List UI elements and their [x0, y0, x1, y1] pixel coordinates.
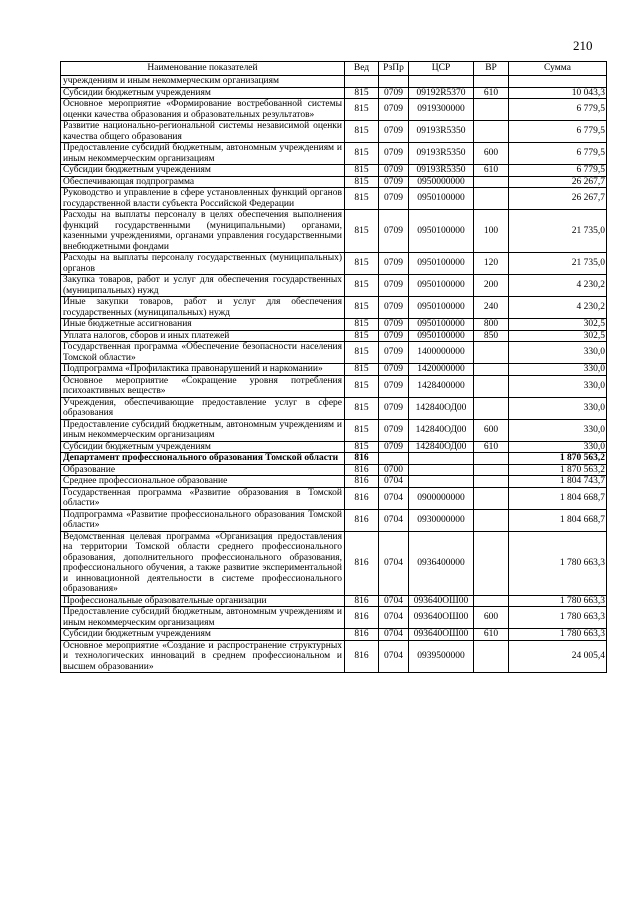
- cell-vr: 610: [474, 87, 509, 99]
- table-row: [61, 275, 607, 297]
- budget-table: [60, 61, 607, 673]
- header-vr: ВР: [474, 62, 509, 76]
- cell-ved: 815: [345, 364, 379, 376]
- cell-rzpr: 0709: [379, 253, 409, 275]
- cell-sum: 302,5: [509, 319, 607, 331]
- cell-sum: 1 780 663,3: [509, 531, 607, 595]
- cell-ved: 815: [345, 441, 379, 453]
- cell-rzpr: 0704: [379, 509, 409, 531]
- cell-vr: 600: [474, 419, 509, 441]
- cell-sum: 6 779,5: [509, 121, 607, 143]
- cell-csr: 093640ОШ00: [409, 629, 474, 641]
- table-body: [61, 76, 607, 673]
- cell-name: Среднее профессиональное образование: [61, 476, 345, 488]
- cell-csr: [409, 453, 474, 465]
- cell-name: Подпрограмма «Развитие профессионального образования Томской области»: [61, 509, 345, 531]
- cell-rzpr: [379, 453, 409, 465]
- cell-sum: 330,0: [509, 364, 607, 376]
- cell-csr: 09193R5350: [409, 121, 474, 143]
- table-row: [61, 476, 607, 488]
- table-row: [61, 441, 607, 453]
- cell-csr: 0950100000: [409, 210, 474, 253]
- cell-rzpr: 0709: [379, 176, 409, 188]
- table-row: [61, 595, 607, 607]
- table-row: [61, 640, 607, 673]
- table-row: [61, 297, 607, 319]
- cell-sum: 1 804 743,7: [509, 476, 607, 488]
- cell-rzpr: 0700: [379, 464, 409, 476]
- cell-rzpr: 0704: [379, 595, 409, 607]
- cell-csr: 09193R5350: [409, 143, 474, 165]
- cell-csr: 0950100000: [409, 275, 474, 297]
- cell-csr: 0930000000: [409, 509, 474, 531]
- cell-csr: 142840ОД00: [409, 441, 474, 453]
- cell-rzpr: 0704: [379, 531, 409, 595]
- cell-ved: 816: [345, 607, 379, 629]
- table-row: [61, 87, 607, 99]
- table-row: [61, 330, 607, 342]
- cell-name: Предоставление субсидий бюджетным, автономным учреждениям и иным некоммерческим организациям: [61, 607, 345, 629]
- cell-ved: 815: [345, 275, 379, 297]
- cell-vr: [474, 99, 509, 121]
- cell-ved: 815: [345, 210, 379, 253]
- table-header: [61, 62, 607, 76]
- cell-vr: 600: [474, 607, 509, 629]
- cell-name: Подпрограмма «Профилактика правонарушений и наркомании»: [61, 364, 345, 376]
- cell-rzpr: 0709: [379, 397, 409, 419]
- cell-vr: 240: [474, 297, 509, 319]
- cell-vr: [474, 188, 509, 210]
- cell-csr: 0919300000: [409, 99, 474, 121]
- header-sum: Сумма: [509, 62, 607, 76]
- cell-sum: 10 043,3: [509, 87, 607, 99]
- cell-vr: [474, 364, 509, 376]
- cell-sum: 6 779,5: [509, 143, 607, 165]
- cell-ved: 815: [345, 342, 379, 364]
- cell-sum: 330,0: [509, 397, 607, 419]
- table-row: [61, 453, 607, 465]
- cell-vr: [474, 121, 509, 143]
- cell-vr: [474, 397, 509, 419]
- cell-name: Основное мероприятие «Сокращение уровня потребления психоактивных веществ»: [61, 375, 345, 397]
- cell-sum: 1 804 668,7: [509, 509, 607, 531]
- cell-sum: 1 870 563,2: [509, 453, 607, 465]
- cell-name: Субсидии бюджетным учреждениям: [61, 441, 345, 453]
- cell-sum: 1 870 563,2: [509, 464, 607, 476]
- cell-rzpr: 0709: [379, 165, 409, 177]
- cell-name: Уплата налогов, сборов и иных платежей: [61, 330, 345, 342]
- cell-rzpr: 0704: [379, 640, 409, 673]
- cell-csr: 0950100000: [409, 297, 474, 319]
- cell-name: учреждениям и иным некоммерческим организациям: [61, 76, 345, 88]
- cell-name: Профессиональные образовательные организации: [61, 595, 345, 607]
- cell-name: Расходы на выплаты персоналу в целях обеспечения выполнения функций государственными (муниципальными) органами, казенными учреждениями, органами управления государственными внебюджетными фондами: [61, 210, 345, 253]
- cell-csr: 09193R5350: [409, 165, 474, 177]
- cell-ved: 815: [345, 397, 379, 419]
- cell-name: Ведомственная целевая программа «Организация предоставления на территории Томской области среднего профессионального образования, дополнительного профессионального образования, профессионального обучения, а также развитие экспериментальной и инновационной деятельности в системе профессионального образования»: [61, 531, 345, 595]
- cell-ved: 815: [345, 99, 379, 121]
- cell-ved: 815: [345, 87, 379, 99]
- cell-vr: [474, 640, 509, 673]
- cell-ved: 815: [345, 188, 379, 210]
- cell-vr: 600: [474, 143, 509, 165]
- cell-vr: [474, 342, 509, 364]
- cell-rzpr: 0709: [379, 330, 409, 342]
- table-row: [61, 253, 607, 275]
- cell-name: Государственная программа «Развитие образования в Томской области»: [61, 487, 345, 509]
- table-row: [61, 419, 607, 441]
- cell-ved: 816: [345, 509, 379, 531]
- header-name: Наименование показателей: [61, 62, 345, 76]
- cell-rzpr: 0709: [379, 210, 409, 253]
- cell-ved: 815: [345, 330, 379, 342]
- cell-ved: 816: [345, 531, 379, 595]
- cell-sum: 330,0: [509, 375, 607, 397]
- cell-ved: 815: [345, 319, 379, 331]
- table-row: [61, 99, 607, 121]
- cell-rzpr: 0704: [379, 487, 409, 509]
- cell-ved: 816: [345, 453, 379, 465]
- cell-name: Предоставление субсидий бюджетным, автономным учреждениям и иным некоммерческим организациям: [61, 419, 345, 441]
- cell-rzpr: 0709: [379, 441, 409, 453]
- cell-csr: 0950100000: [409, 188, 474, 210]
- table-row: [61, 143, 607, 165]
- cell-rzpr: 0709: [379, 188, 409, 210]
- cell-vr: [474, 487, 509, 509]
- cell-csr: [409, 464, 474, 476]
- cell-ved: 815: [345, 121, 379, 143]
- cell-name: Развитие национально-региональной системы независимой оценки качества общего образования: [61, 121, 345, 143]
- cell-ved: 816: [345, 595, 379, 607]
- cell-rzpr: 0709: [379, 99, 409, 121]
- table-row: [61, 188, 607, 210]
- cell-ved: 815: [345, 165, 379, 177]
- cell-rzpr: 0704: [379, 629, 409, 641]
- table-row: [61, 487, 607, 509]
- cell-csr: 09192R5370: [409, 87, 474, 99]
- cell-csr: 0950100000: [409, 319, 474, 331]
- cell-sum: 6 779,5: [509, 165, 607, 177]
- cell-name: Департамент профессионального образования Томской области: [61, 453, 345, 465]
- cell-rzpr: 0704: [379, 476, 409, 488]
- cell-name: Основное мероприятие «Формирование востребованной системы оценки качества образования и образовательных результатов»: [61, 99, 345, 121]
- cell-sum: 24 005,4: [509, 640, 607, 673]
- cell-name: Иные закупки товаров, работ и услуг для обеспечения государственных (муниципальных) нужд: [61, 297, 345, 319]
- cell-sum: 1 804 668,7: [509, 487, 607, 509]
- cell-ved: 816: [345, 476, 379, 488]
- cell-name: Обеспечивающая подпрограмма: [61, 176, 345, 188]
- cell-csr: 0950100000: [409, 253, 474, 275]
- cell-sum: 26 267,7: [509, 176, 607, 188]
- cell-vr: 120: [474, 253, 509, 275]
- cell-vr: 610: [474, 165, 509, 177]
- header-ved: Вед: [345, 62, 379, 76]
- cell-csr: 1400000000: [409, 342, 474, 364]
- table-row: [61, 607, 607, 629]
- table-row: [61, 176, 607, 188]
- cell-ved: 815: [345, 176, 379, 188]
- cell-name: Субсидии бюджетным учреждениям: [61, 87, 345, 99]
- cell-ved: 815: [345, 375, 379, 397]
- table-row: [61, 319, 607, 331]
- table-row: [61, 165, 607, 177]
- table-row: [61, 342, 607, 364]
- cell-rzpr: 0709: [379, 319, 409, 331]
- cell-vr: [474, 509, 509, 531]
- cell-sum: 6 779,5: [509, 99, 607, 121]
- cell-vr: [474, 595, 509, 607]
- cell-vr: [474, 464, 509, 476]
- cell-sum: 21 735,0: [509, 253, 607, 275]
- cell-rzpr: 0709: [379, 297, 409, 319]
- cell-rzpr: 0709: [379, 87, 409, 99]
- cell-vr: [474, 76, 509, 88]
- cell-rzpr: 0709: [379, 275, 409, 297]
- cell-rzpr: 0704: [379, 607, 409, 629]
- table-row: [61, 509, 607, 531]
- cell-vr: 610: [474, 629, 509, 641]
- cell-sum: 1 780 663,3: [509, 629, 607, 641]
- header-csr: ЦСР: [409, 62, 474, 76]
- cell-csr: 093640ОШ00: [409, 607, 474, 629]
- cell-name: Образование: [61, 464, 345, 476]
- table-row: [61, 464, 607, 476]
- cell-csr: 1420000000: [409, 364, 474, 376]
- cell-csr: 1428400000: [409, 375, 474, 397]
- cell-ved: 816: [345, 487, 379, 509]
- cell-sum: 4 230,2: [509, 275, 607, 297]
- cell-sum: 1 780 663,3: [509, 595, 607, 607]
- cell-ved: 815: [345, 419, 379, 441]
- cell-name: Закупка товаров, работ и услуг для обеспечения государственных (муниципальных) нужд: [61, 275, 345, 297]
- cell-csr: [409, 76, 474, 88]
- cell-sum: 4 230,2: [509, 297, 607, 319]
- cell-ved: 815: [345, 253, 379, 275]
- cell-vr: [474, 476, 509, 488]
- cell-rzpr: 0709: [379, 375, 409, 397]
- cell-sum: 330,0: [509, 342, 607, 364]
- table-row: [61, 121, 607, 143]
- cell-sum: 21 735,0: [509, 210, 607, 253]
- cell-ved: [345, 76, 379, 88]
- cell-sum: 26 267,7: [509, 188, 607, 210]
- cell-csr: 0950000000: [409, 176, 474, 188]
- table-row: [61, 531, 607, 595]
- cell-name: Расходы на выплаты персоналу государственных (муниципальных) органов: [61, 253, 345, 275]
- cell-csr: [409, 476, 474, 488]
- cell-ved: 816: [345, 464, 379, 476]
- header-rzpr: РзПр: [379, 62, 409, 76]
- cell-name: Учреждения, обеспечивающие предоставление услуг в сфере образования: [61, 397, 345, 419]
- table-row: [61, 397, 607, 419]
- table-row: [61, 364, 607, 376]
- cell-csr: 0939500000: [409, 640, 474, 673]
- cell-csr: 0936400000: [409, 531, 474, 595]
- cell-rzpr: 0709: [379, 342, 409, 364]
- table-row: [61, 210, 607, 253]
- table-row: [61, 375, 607, 397]
- cell-csr: 142840ОД00: [409, 397, 474, 419]
- cell-vr: 850: [474, 330, 509, 342]
- cell-rzpr: [379, 76, 409, 88]
- cell-name: Субсидии бюджетным учреждениям: [61, 165, 345, 177]
- cell-name: Государственная программа «Обеспечение безопасности населения Томской области»: [61, 342, 345, 364]
- cell-name: Предоставление субсидий бюджетным, автономным учреждениям и иным некоммерческим организациям: [61, 143, 345, 165]
- cell-name: Субсидии бюджетным учреждениям: [61, 629, 345, 641]
- cell-vr: 610: [474, 441, 509, 453]
- cell-ved: 816: [345, 640, 379, 673]
- cell-name: Основное мероприятие «Создание и распространение структурных и технологических инноваций в среднем профессиональном и высшем образовании»: [61, 640, 345, 673]
- cell-ved: 816: [345, 629, 379, 641]
- cell-csr: 0950100000: [409, 330, 474, 342]
- cell-vr: 800: [474, 319, 509, 331]
- cell-sum: [509, 76, 607, 88]
- table-row: [61, 76, 607, 88]
- cell-vr: [474, 375, 509, 397]
- cell-sum: 330,0: [509, 419, 607, 441]
- cell-csr: 093640ОШ00: [409, 595, 474, 607]
- cell-vr: [474, 531, 509, 595]
- cell-csr: 142840ОД00: [409, 419, 474, 441]
- cell-vr: 200: [474, 275, 509, 297]
- cell-vr: 100: [474, 210, 509, 253]
- cell-rzpr: 0709: [379, 419, 409, 441]
- cell-sum: 330,0: [509, 441, 607, 453]
- table-row: [61, 629, 607, 641]
- cell-vr: [474, 453, 509, 465]
- cell-rzpr: 0709: [379, 143, 409, 165]
- cell-sum: 302,5: [509, 330, 607, 342]
- cell-sum: 1 780 663,3: [509, 607, 607, 629]
- cell-name: Иные бюджетные ассигнования: [61, 319, 345, 331]
- cell-csr: 0900000000: [409, 487, 474, 509]
- cell-rzpr: 0709: [379, 121, 409, 143]
- cell-ved: 815: [345, 297, 379, 319]
- page-number: 210: [573, 38, 593, 53]
- cell-name: Руководство и управление в сфере установленных функций органов государственной власти субъекта Российской Федерации: [61, 188, 345, 210]
- cell-ved: 815: [345, 143, 379, 165]
- cell-rzpr: 0709: [379, 364, 409, 376]
- cell-vr: [474, 176, 509, 188]
